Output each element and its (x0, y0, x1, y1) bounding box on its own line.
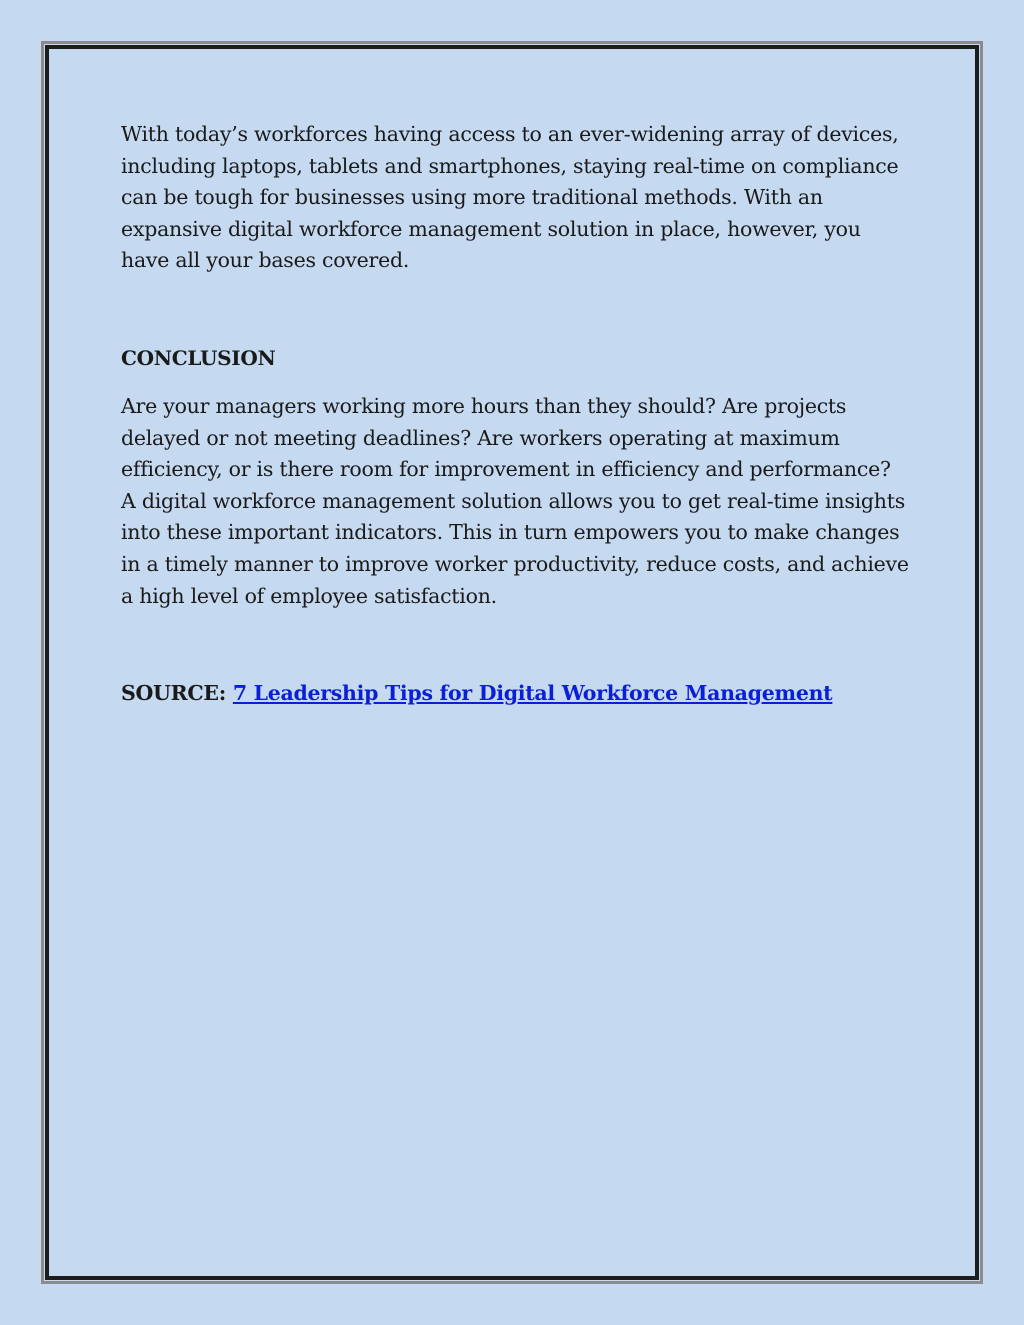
source-line (121, 678, 832, 708)
conclusion-heading: CONCLUSION (121, 346, 276, 370)
intro-paragraph: With today’s workforces having access to an ever-widening array of devices, including laptops, tablets and smartphones, staying real-time on compliance can be tough for businesses using more traditional methods. With an expansive digital workforce management solution in place, however, you have all your bases covered. (121, 122, 899, 273)
source-label: SOURCE: (121, 681, 226, 705)
source-link[interactable]: 7 Leadership Tips for Digital Workforce Management (232, 681, 833, 705)
conclusion-paragraph: Are your managers working more hours than they should? Are projects delayed or not meeting deadlines? Are workers operating at maximum efficiency, or is there room for improvement in efficiency and performance? A digital workforce management solution allows you to get real-time insights into these important indicators. This in turn empowers you to make changes in a timely manner to improve worker productivity, reduce costs, and achieve a high level of employee satisfaction. (121, 394, 909, 608)
